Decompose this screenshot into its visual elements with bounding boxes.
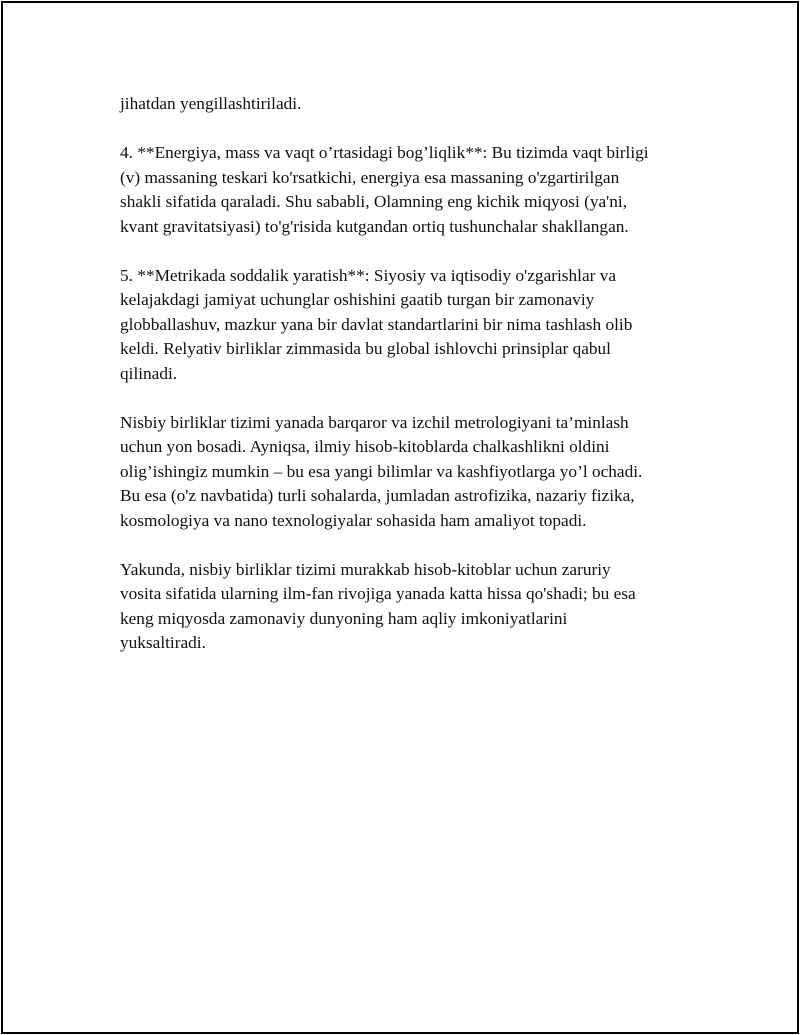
paragraph-item-5: 5. **Metrikada soddalik yaratish**: Siyosiy va iqtisodiy o'zgarishlar va kelajakdagi jamiyat uchunglar oshishini gaatib turgan bir zamonaviy globballashuv, mazkur yana bir davlat standartlarini bir nima tashlash olib keldi. Relyativ birliklar zimmasida bu global ishlovchi prinsiplar qabul qilinadi. bbox=[120, 265, 633, 383]
paragraph-conclusion: Yakunda, nisbiy birliklar tizimi murakkab hisob-kitoblar uchun zaruriy vosita sifatida ularning ilm-fan rivojiga yanada katta hissa qo'shadi; bu esa keng miqyosda zamonaviy dunyoning ham aqliy imkoniyatlarini yuksaltiradi. bbox=[120, 559, 636, 652]
paragraph-summary: Nisbiy birliklar tizimi yanada barqaror va izchil metrologiyani ta’minlash uchun yon bosadi. Ayniqsa, ilmiy hisob-kitoblarda chalkashlikni oldini olig’ishingiz mumkin – bu esa yangi bilimlar va kashfiyotlarga yo’l ochadi. Bu esa (o'z navbatida) turli sohalarda, jumladan astrofizika, nazariy fizika, kosmologiya va nano texnologiyalar sohasida ham amaliyot topadi. bbox=[120, 412, 643, 530]
paragraph-item-4: 4. **Energiya, mass va vaqt o’rtasidagi bog’liqlik**: Bu tizimda vaqt birligi (v) massaning teskari ko'rsatkichi, energiya esa massaning o'zgartirilgan shakli sifatida qaraladi. Shu sababli, Olamning eng kichik miqyosi (ya'ni, kvant gravitatsiyasi) to'g'risida kutgandan ortiq tushunchalar shakllangan. bbox=[120, 143, 649, 236]
document-body bbox=[120, 92, 700, 680]
document-page bbox=[1, 1, 799, 1034]
paragraph-continuation: jihatdan yengillashtiriladi. bbox=[120, 94, 302, 113]
